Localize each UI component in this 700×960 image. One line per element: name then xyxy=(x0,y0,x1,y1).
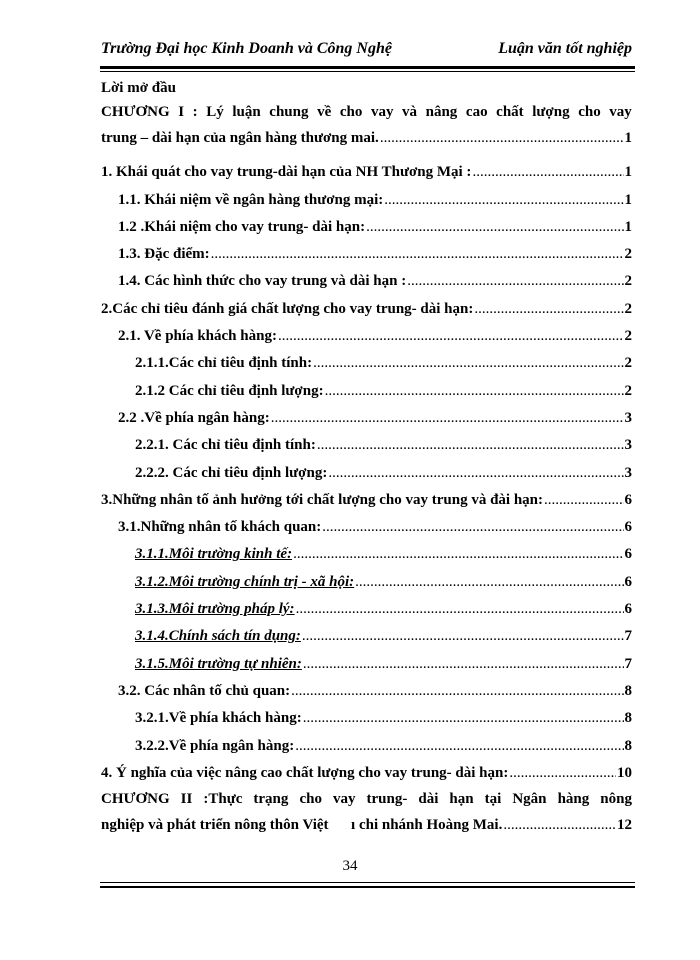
toc-entry-page: 3 xyxy=(624,409,632,426)
toc-entry xyxy=(101,509,632,536)
toc-entry xyxy=(101,591,632,618)
toc-entry xyxy=(101,482,632,509)
toc-leader xyxy=(472,164,623,181)
toc-leader xyxy=(293,546,623,563)
toc-entry-label: 1.3. Đặc điểm: xyxy=(118,246,210,263)
toc-leader xyxy=(296,601,624,618)
toc-leader xyxy=(317,437,624,454)
toc-leader xyxy=(384,192,623,209)
toc-leader xyxy=(211,246,624,263)
toc-entry xyxy=(101,345,632,372)
toc-entry-label: 2.1. Về phía khách hàng: xyxy=(118,328,277,345)
toc-entry xyxy=(101,673,632,700)
toc-entry xyxy=(101,318,632,345)
toc-entry-label: 3.1.5.Môi trường tự nhiên: xyxy=(135,655,302,672)
header-thesis-label: Luận văn tốt nghiệp xyxy=(498,40,632,57)
toc-chapter-2 xyxy=(101,782,632,834)
chapter-2-line-2-text: nghiệp và phát triển nông thôn Việt ı chi nhánh Hoàng Mai. xyxy=(101,817,503,833)
toc-entry-label: 3.1.Những nhân tố khách quan: xyxy=(118,519,322,536)
footer-rule-thick xyxy=(100,886,635,888)
toc-entry-label: 3.1.1.Môi trường kinh tế: xyxy=(135,546,293,563)
toc-entry-page: 1 xyxy=(624,164,632,181)
toc-leader xyxy=(278,328,624,345)
toc-entry-page: 2 xyxy=(624,273,632,290)
toc-entry xyxy=(101,263,632,290)
toc-entry xyxy=(101,536,632,563)
toc-entry-page: 2 xyxy=(624,355,632,372)
chapter-1-line-2-text: trung – dài hạn của ngân hàng thương mai. xyxy=(101,130,379,146)
toc-entry xyxy=(101,645,632,672)
toc-entry-label: 2.2.2. Các chỉ tiêu định lượng: xyxy=(135,464,328,481)
toc-leader xyxy=(407,273,623,290)
toc-entry xyxy=(101,618,632,645)
toc-entry-page: 8 xyxy=(624,710,632,727)
toc-leader xyxy=(303,710,624,727)
toc-entry xyxy=(101,236,632,263)
toc-leader xyxy=(366,219,623,236)
toc-entry-page: 2 xyxy=(624,328,632,345)
chapter-2-page: 12 xyxy=(617,817,632,833)
toc-entry-page: 3 xyxy=(624,437,632,454)
toc-leader xyxy=(271,410,624,427)
toc-entry-label: 2.1.2 Các chỉ tiêu định lượng: xyxy=(135,382,324,399)
toc-leader xyxy=(313,355,623,372)
toc-leader xyxy=(302,628,624,645)
toc-entry xyxy=(101,290,632,317)
toc-list xyxy=(101,154,632,782)
chapter-1-leader xyxy=(380,130,624,147)
toc-entry-label: 3.1.3.Môi trường pháp lý: xyxy=(135,601,295,618)
toc-entry xyxy=(101,181,632,208)
toc-entry-page: 6 xyxy=(624,573,632,590)
toc-entry-page: 6 xyxy=(624,491,632,508)
toc-entry-label: 3.Những nhân tố ảnh hưởng tới chất lượng cho vay trung và đài hạn: xyxy=(101,491,544,508)
chapter-2-line-1: CHƯƠNG II :Thực trạng cho vay trung- dài hạn tại Ngân hàng nông xyxy=(101,791,632,807)
header-university: Trường Đại học Kinh Doanh và Công Nghệ xyxy=(101,40,392,57)
page-number: 34 xyxy=(342,858,358,874)
toc-leader xyxy=(295,738,623,755)
toc-entry-label: 2.2 .Về phía ngân hàng: xyxy=(118,409,270,426)
toc-entry-page: 2 xyxy=(624,382,632,399)
toc-entry-label: 2.Các chỉ tiêu đánh giá chất lượng cho vay trung- dài hạn: xyxy=(101,300,474,317)
toc-entry-label: 3.1.2.Môi trường chính trị - xã hội: xyxy=(135,573,355,590)
toc-entry-page: 6 xyxy=(624,601,632,618)
toc-entry-page: 7 xyxy=(624,628,632,645)
toc-entry-page: 1 xyxy=(624,218,632,235)
header-rule-thick xyxy=(100,66,635,69)
toc-leader xyxy=(322,519,623,536)
toc-title: Lời mở đầu xyxy=(101,80,176,96)
toc-entry-label: 2.2.1. Các chỉ tiêu định tính: xyxy=(135,437,316,454)
toc-leader xyxy=(291,683,623,700)
chapter-1-line-2 xyxy=(101,121,632,147)
footer-rule-thin xyxy=(100,882,635,883)
header-rule-thin xyxy=(100,71,635,72)
toc-entry-page: 10 xyxy=(617,764,632,781)
toc-entry-page: 2 xyxy=(624,246,632,263)
toc-entry-page: 8 xyxy=(624,682,632,699)
toc-entry-label: 1.2 .Khái niệm cho vay trung- dài hạn: xyxy=(118,218,366,235)
toc-entry-page: 8 xyxy=(624,737,632,754)
toc-entry-label: 3.2.2.Về phía ngân hàng: xyxy=(135,737,295,754)
toc-entry xyxy=(101,154,632,181)
toc-leader xyxy=(355,574,623,591)
toc-entry-label: 1.4. Các hình thức cho vay trung và dài hạn : xyxy=(118,273,407,290)
toc-entry xyxy=(101,563,632,590)
toc-entry xyxy=(101,372,632,399)
toc-entry-page: 6 xyxy=(624,546,632,563)
toc-entry xyxy=(101,727,632,754)
toc-entry xyxy=(101,454,632,481)
toc-entry-label: 1. Khái quát cho vay trung-dài hạn của NH Thương Mại : xyxy=(101,164,472,181)
toc-leader xyxy=(303,656,624,673)
toc-entry-page: 7 xyxy=(624,655,632,672)
toc-entry-label: 3.1.4.Chính sách tín dụng: xyxy=(135,628,301,645)
toc-entry-label: 4. Ý nghĩa của việc nâng cao chất lượng cho vay trung- dài hạn: xyxy=(101,764,509,781)
toc-entry xyxy=(101,755,632,782)
toc-leader xyxy=(328,465,623,482)
toc-entry xyxy=(101,427,632,454)
toc-entry-page: 1 xyxy=(624,191,632,208)
toc-entry-page: 3 xyxy=(624,464,632,481)
toc-entry xyxy=(101,700,632,727)
toc-leader xyxy=(474,301,623,318)
toc-chapter-1 xyxy=(101,95,632,147)
toc-entry-page: 6 xyxy=(624,519,632,536)
toc-entry xyxy=(101,209,632,236)
chapter-2-line-2 xyxy=(101,808,632,834)
toc-entry-label: 1.1. Khái niệm về ngân hàng thương mại: xyxy=(118,191,384,208)
toc-leader xyxy=(544,492,623,509)
chapter-2-leader xyxy=(503,817,616,834)
toc-leader xyxy=(509,765,616,782)
toc-entry-page: 2 xyxy=(624,300,632,317)
chapter-1-page: 1 xyxy=(624,130,632,146)
toc-entry-label: 3.2.1.Về phía khách hàng: xyxy=(135,710,302,727)
toc-entry xyxy=(101,400,632,427)
toc-entry-label: 3.2. Các nhân tố chủ quan: xyxy=(118,682,291,699)
toc-leader xyxy=(325,383,624,400)
chapter-1-line-1: CHƯƠNG I : Lý luận chung về cho vay và nâng cao chất lượng cho vay xyxy=(101,104,632,120)
toc-entry-label: 2.1.1.Các chỉ tiêu định tính: xyxy=(135,355,313,372)
